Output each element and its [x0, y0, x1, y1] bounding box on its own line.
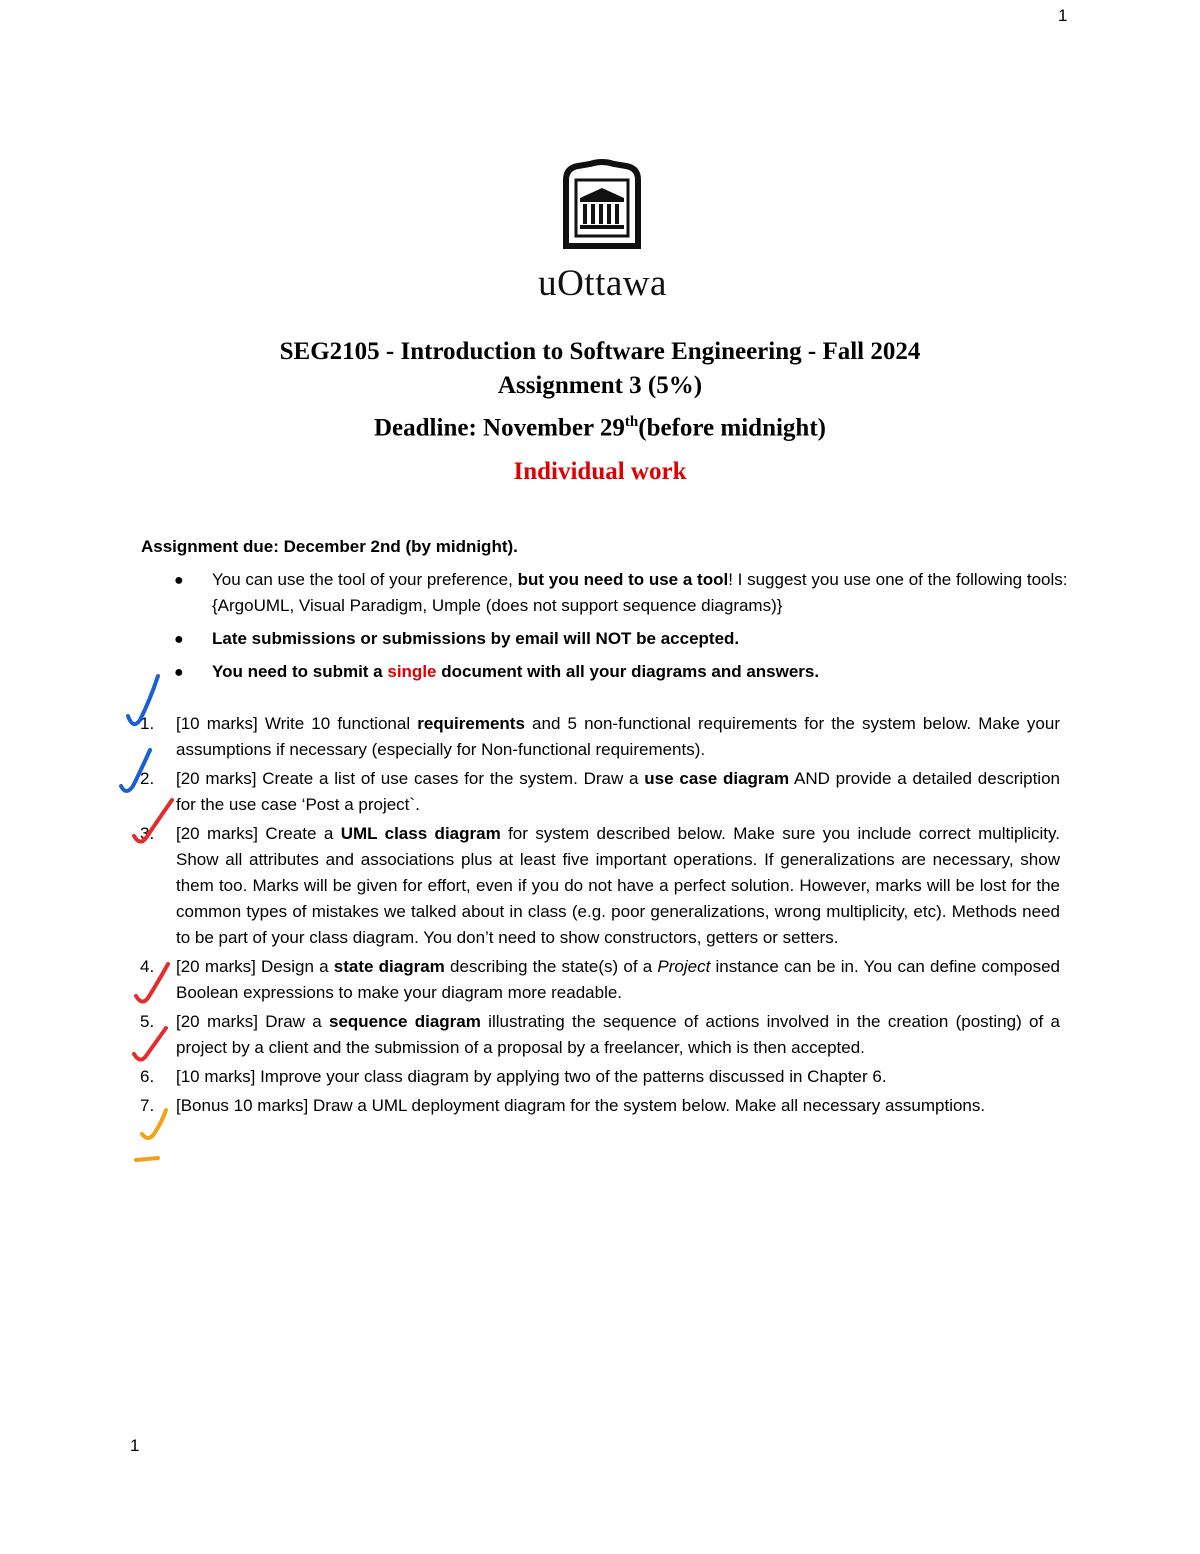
- question-keyword: UML class diagram: [340, 824, 501, 843]
- page-number-bottom: 1: [130, 1436, 140, 1455]
- bullet-text: You need to submit a: [212, 662, 388, 681]
- question-7: [140, 1093, 1060, 1119]
- list-item: [172, 567, 1072, 619]
- question-keyword: use case diagram: [644, 769, 790, 788]
- question-text: instance can be in. You can define composed Boolean expressions to make your diagram more readable.: [176, 957, 1060, 1002]
- question-1: [140, 711, 1060, 763]
- question-number: 3.: [140, 824, 155, 843]
- list-item: [172, 626, 1072, 652]
- uottawa-logo: [520, 158, 685, 303]
- question-text: and 5 non-functional requirements for the system below. Make your assumptions if necessary (especially for Non-functional requirements).: [176, 714, 1060, 759]
- orange-checkmark-icon: [136, 1158, 158, 1160]
- bullet-text: document with all your diagrams and answers.: [436, 662, 820, 681]
- deadline-text: Deadline: November 29: [374, 414, 625, 442]
- bullet-text: Late submissions or submissions by email will NOT be accepted.: [212, 629, 740, 648]
- bullet-text: You can use the tool of your preference,: [212, 570, 518, 589]
- question-6: [140, 1064, 1060, 1090]
- deadline-line: [0, 414, 1200, 442]
- question-text: [20 marks] Draw a: [176, 1012, 329, 1031]
- question-3: [140, 821, 1060, 951]
- bullet-emphasis: single: [387, 662, 437, 681]
- bullet-icon: ●: [174, 631, 184, 648]
- question-number: 4.: [140, 957, 155, 976]
- question-number: 6.: [140, 1067, 155, 1086]
- question-text: [10 marks] Improve your class diagram by applying two of the patterns discussed in Chapter 6.: [176, 1067, 887, 1086]
- question-keyword: sequence diagram: [329, 1012, 481, 1031]
- assignment-subtitle: Assignment 3 (5%): [497, 372, 703, 399]
- instructions-list: [172, 567, 1072, 692]
- question-number: 7.: [140, 1096, 155, 1115]
- deadline-superscript: th: [624, 414, 639, 430]
- question-text: AND provide a detailed description for the use case ‘Post a project`.: [176, 769, 1060, 814]
- university-building-icon: [520, 158, 685, 258]
- question-text: describing the state(s) of a: [444, 957, 658, 976]
- question-keyword: requirements: [417, 714, 525, 733]
- question-italic: Project: [657, 957, 711, 976]
- bullet-text: ! I suggest you use one of the following tools: {ArgoUML, Visual Paradigm, Umple (does not support sequence diagrams)}: [212, 570, 1068, 615]
- question-2: [140, 766, 1060, 818]
- question-keyword: state diagram: [333, 957, 445, 976]
- question-number: 5.: [140, 1012, 155, 1031]
- page-number-top: 1: [1058, 6, 1068, 25]
- logo-wordmark: uOttawa: [538, 263, 667, 304]
- question-4: [140, 954, 1060, 1006]
- course-title: SEG2105 - Introduction to Software Engineering - Fall 2024: [279, 338, 921, 365]
- deadline-note: (before midnight): [638, 414, 826, 442]
- question-text: illustrating the sequence of actions involved in the creation (posting) of a project by a client and the submission of a proposal by a freelancer, which is then accepted.: [176, 1012, 1061, 1057]
- question-text: [10 marks] Write 10 functional: [176, 714, 418, 733]
- question-text: [20 marks] Design a: [176, 957, 334, 976]
- bullet-icon: ●: [174, 664, 184, 681]
- question-5: [140, 1009, 1060, 1061]
- questions-list: [140, 711, 1060, 1122]
- question-number: 1.: [140, 714, 155, 733]
- bullet-icon: ●: [174, 572, 184, 589]
- bullet-emphasis: but you need to use a tool: [517, 570, 729, 589]
- question-text: for system described below. Make sure you include correct multiplicity. Show all attributes and associations plus at least five important operations. If generalizations are necessary, show them too. Marks will be given for effort, even if you do not have a perfect solution. However, marks will be lost for the common types of mistakes we talked about in class (e.g. poor generalizations, wrong multiplicity, etc). Methods need to be part of your class diagram. You don’t need to show constructors, getters or setters.: [176, 824, 1060, 947]
- work-type: Individual work: [513, 458, 687, 485]
- due-line: Assignment due: December 2nd (by midnight).: [141, 537, 518, 556]
- list-item: [172, 659, 1072, 685]
- assignment-title: [0, 372, 1200, 400]
- question-text: [20 marks] Create a: [176, 824, 341, 843]
- question-text: [20 marks] Create a list of use cases for the system. Draw a: [176, 769, 645, 788]
- question-number: 2.: [140, 769, 155, 788]
- question-text: [Bonus 10 marks] Draw a UML deployment diagram for the system below. Make all necessary assumptions.: [176, 1096, 986, 1115]
